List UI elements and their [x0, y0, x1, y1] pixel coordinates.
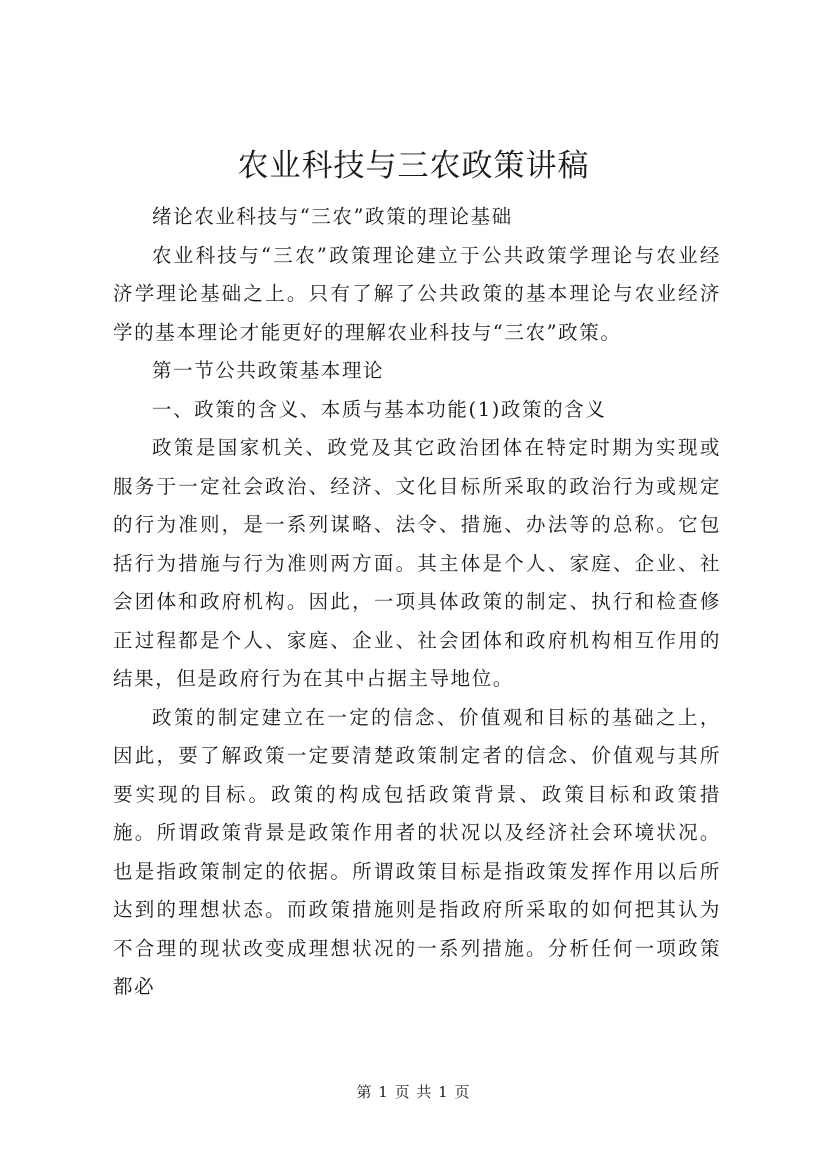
- paragraph: 政策的制定建立在一定的信念、价值观和目标的基础之上，因此，要了解政策一定要清楚政策制定者的信念、价值观与其所要实现的目标。政策的构成包括政策背景、政策目标和政策措施。所谓政策背景是政策作用者的状况以及经济社会环境状况。也是指政策制定的依据。所谓政策目标是指政策发挥作用以后所达到的理想状态。而政策措施则是指政府所采取的如何把其认为不合理的现状改变成理想状况的一系列措施。分析任何一项政策都必: [113, 705, 721, 998]
- paragraph-heading-intro: 绪论农业科技与“三农”政策的理论基础: [152, 205, 513, 228]
- document-body: [113, 198, 721, 1007]
- paragraph-subheading: 一、政策的含义、本质与基本功能(1)政策的含义: [152, 397, 607, 421]
- paragraph: 政策是国家机关、政党及其它政治团体在特定时期为实现或服务于一定社会政治、经济、文化目标所采取的政治行为或规定的行为准则，是一系列谋略、法令、措施、办法等的总称。它包括行为措施与行为准则两方面。其主体是个人、家庭、企业、社会团体和政府机构。因此，一项具体政策的制定、执行和检查修正过程都是个人、家庭、企业、社会团体和政府机构相互作用的结果，但是政府行为在其中占据主导地位。: [113, 436, 721, 690]
- paragraph-section-heading: 第一节公共政策基本理论: [152, 359, 385, 382]
- page-footer: 第 1 页 共 1 页: [356, 1083, 471, 1101]
- paragraph: 农业科技与“三农”政策理论建立于公共政策学理论与农业经济学理论基础之上。只有了解了公共政策的基本理论与农业经济学的基本理论才能更好的理解农业科技与“三农”政策。: [113, 243, 721, 344]
- document-title: 农业科技与三农政策讲稿: [237, 148, 590, 184]
